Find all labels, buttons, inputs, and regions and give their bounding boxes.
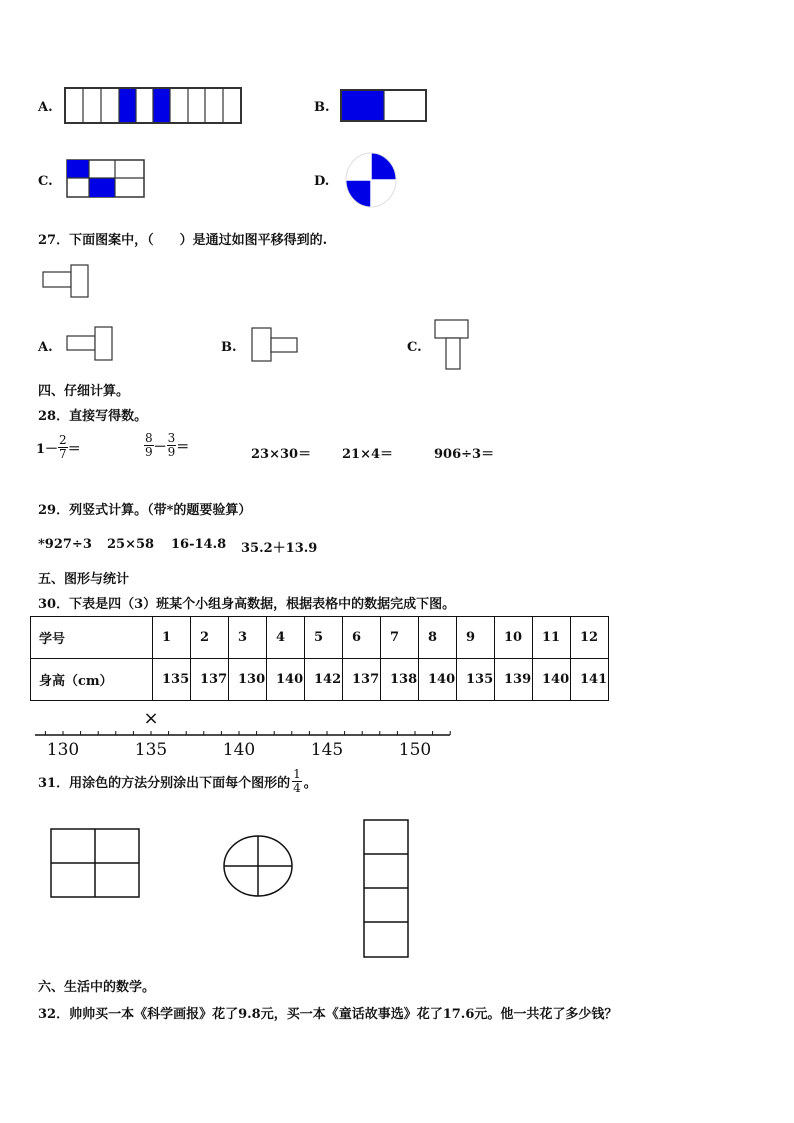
question-27: 27．下面图案中，（ ）是通过如图平移得到的. — [38, 233, 328, 248]
question-32: 32．帅帅买一本《科学画报》花了9.8元，买一本《童话故事选》花了17.6元。他一共花了多少钱？ — [38, 1007, 618, 1022]
q29-item-4: 35.2＋13.9 — [241, 541, 318, 556]
fraction-denominator: 9 — [145, 445, 153, 459]
option-c-label: C. — [38, 174, 53, 189]
id-cell: 1 — [153, 617, 191, 659]
fraction-numerator: 3 — [167, 431, 176, 445]
figure-c-grid — [66, 159, 146, 199]
height-cell: 141 — [571, 659, 609, 701]
id-cell: 9 — [457, 617, 495, 659]
q27-option-b-shape — [251, 327, 301, 363]
id-cell: 4 — [267, 617, 305, 659]
q28-item-2-fraction-1 — [144, 432, 154, 459]
number-line — [0, 700, 794, 770]
height-cell: 139 — [495, 659, 533, 701]
section-4-heading: 四、仔细计算。 — [38, 384, 130, 399]
q28-item-4: 21×4＝ — [342, 447, 394, 462]
height-cell: 137 — [191, 659, 229, 701]
id-cell: 11 — [533, 617, 571, 659]
q28-item-1-pre: 1－ — [36, 442, 59, 457]
number-line-label: 130 — [46, 740, 80, 760]
id-cell: 3 — [229, 617, 267, 659]
height-cell: 140 — [267, 659, 305, 701]
q28-item-3: 23×30＝ — [251, 447, 312, 462]
figure-b-rectangle — [340, 89, 428, 123]
height-cell: 135 — [457, 659, 495, 701]
id-cell: 12 — [571, 617, 609, 659]
question-30: 30．下表是四（3）班某个小组身高数据，根据表格中的数据完成下图。 — [38, 597, 456, 612]
section-6-heading: 六、生活中的数学。 — [38, 980, 156, 995]
option-b-label: B. — [314, 100, 330, 115]
figure-a-strip — [64, 87, 244, 125]
q27-option-b-label: B. — [221, 340, 237, 355]
id-cell: 2 — [191, 617, 229, 659]
id-cell: 8 — [419, 617, 457, 659]
figure-d-circle — [344, 151, 398, 209]
q28-item-5: 906÷3＝ — [434, 447, 495, 462]
section-5-heading: 五、图形与统计 — [38, 572, 130, 587]
q28-item-2 — [144, 432, 189, 459]
fraction-numerator: 2 — [59, 433, 67, 447]
id-cell: 6 — [343, 617, 381, 659]
q28-item-1-post: ＝ — [67, 442, 81, 457]
height-cell: 138 — [381, 659, 419, 701]
q28-item-2-op: － — [153, 440, 167, 455]
row-header-height: 身高（cm） — [31, 659, 153, 701]
q27-option-a-label: A. — [38, 340, 53, 355]
id-cell: 10 — [495, 617, 533, 659]
number-line-label: 135 — [134, 740, 168, 760]
q27-reference-shape — [42, 264, 92, 298]
fraction-denominator: 4 — [293, 781, 301, 795]
q31-text-end: 。 — [303, 776, 317, 791]
id-cell: 7 — [381, 617, 419, 659]
id-cell: 5 — [305, 617, 343, 659]
row-header-id: 学号 — [31, 617, 153, 659]
option-a-label: A. — [38, 100, 53, 115]
q31-vertical-strip — [362, 818, 412, 960]
q27-option-c-label: C. — [407, 340, 422, 355]
q28-item-1-fraction — [58, 434, 68, 461]
question-29: 29．列竖式计算。（带*的题要验算） — [38, 503, 252, 518]
q27-option-a-shape — [66, 326, 116, 362]
number-line-label: 140 — [222, 740, 256, 760]
number-line-marker: × — [143, 708, 159, 729]
number-line-label: 150 — [398, 740, 432, 760]
table-row-ids — [31, 617, 609, 659]
q29-item-3: 16-14.8 — [171, 537, 227, 552]
q31-text: 31．用涂色的方法分别涂出下面每个图形的 — [38, 776, 291, 791]
number-line-label: 145 — [310, 740, 344, 760]
fraction-numerator: 8 — [145, 431, 153, 445]
height-cell: 140 — [419, 659, 457, 701]
height-cell: 130 — [229, 659, 267, 701]
fraction-denominator: 9 — [167, 445, 176, 459]
fraction-numerator: 1 — [293, 767, 301, 781]
q31-circle — [222, 834, 296, 900]
q28-item-2-fraction-2 — [167, 432, 177, 459]
q29-item-2: 25×58 — [107, 537, 155, 552]
q28-item-2-post: ＝ — [176, 440, 190, 455]
q31-fraction — [292, 768, 302, 795]
height-table — [30, 616, 609, 701]
question-28: 28．直接写得数。 — [38, 409, 148, 424]
height-cell: 142 — [305, 659, 343, 701]
question-31 — [38, 768, 317, 795]
fraction-denominator: 7 — [59, 447, 67, 461]
table-row-heights — [31, 659, 609, 701]
height-cell: 137 — [343, 659, 381, 701]
q27-option-c-shape — [434, 319, 470, 371]
q28-item-1 — [36, 434, 81, 461]
height-cell: 135 — [153, 659, 191, 701]
height-cell: 140 — [533, 659, 571, 701]
option-d-label: D. — [314, 174, 330, 189]
q29-item-1: *927÷3 — [38, 537, 92, 552]
q31-square-grid — [50, 828, 142, 900]
